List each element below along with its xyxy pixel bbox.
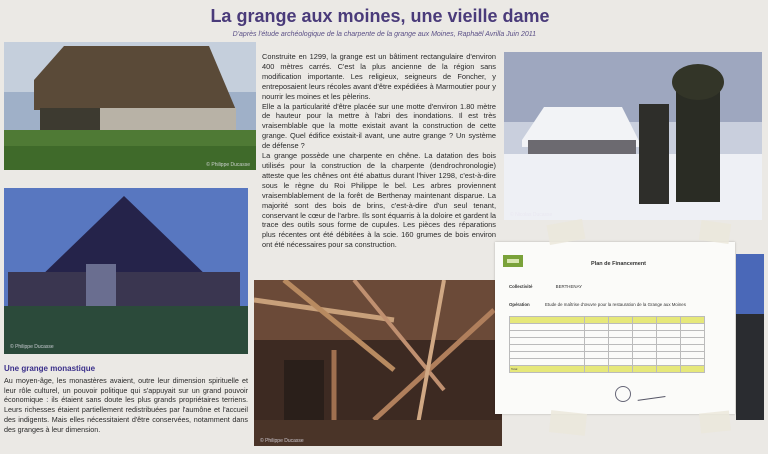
photo-credit: © Philippe Ducasse	[206, 162, 250, 168]
paragraph: La grange possède une charpente en chêne. La datation des bois utilisés pour la construction de la charpente (dendrochronologie) atteste que les chênes ont été abattus durant l'hiver 1298, c'est-à-dire sous le règne du Roi Philippe le bel. Les arbres proviennent vraisemblablement de la forêt de Berthenay maintenant disparue. La majorité sont des bois de brins, c'est-à-dire d'un seul tenant, conservant le cœur de l'arbre. Ils sont équarris à la doloire et gardent la trace des outils sous forme de cupules. Les pièces des réparations plus récentes ont été débitées à la scie. 160 grumes de bois environ ont été nécessaires pour sa construction.	[262, 151, 496, 250]
paragraph: Elle a la particularité d'être placée sur une motte d'environ 1.80 mètre de hauteur pour la mettre à l'abri des inondations. Il est très vraisemblable que la motte existait avant la construction de cette grange. Quel édifice existait-il avant, une autre grange ? Un système de défense ?	[262, 101, 496, 151]
panel-subtitle: D'après l'étude archéologique de la charpente de la grange aux Moines, Raphaël Avrilla Juin 2011	[232, 31, 536, 38]
plan-value: BERTHENAY	[555, 284, 583, 289]
plan-label: Collectivité	[509, 284, 533, 289]
photo-barn-exterior	[4, 42, 256, 170]
logo-icon	[503, 255, 523, 267]
photo-credit: © Nicolas Ducasse	[510, 212, 553, 218]
plan-row-operation	[509, 302, 686, 307]
plan-title: Plan de Financement	[591, 261, 647, 267]
financing-plan-sheet	[495, 242, 735, 414]
plan-value: Etude de maîtrise d'œuvre pour la restauration de la Grange aux Moines	[544, 302, 686, 307]
signature-icon	[637, 388, 666, 401]
section-heading: Une grange monastique	[4, 364, 96, 373]
plan-label: Opération	[509, 302, 530, 307]
photo-credit: © Philippe Ducasse	[10, 344, 54, 350]
photo-barn-dusk	[4, 188, 248, 354]
financing-table	[509, 316, 705, 373]
section-text: Au moyen-âge, les monastères avaient, outre leur dimension spirituelle et leur rôle culturel, un pouvoir politique qui s'appuyait sur un grand pouvoir économique : ils étaient sans doute les plus grands propriétaires terriens. Leurs richesses étaient partiellement redistribuées par l'aumône et l'accueil des indigents. Mais elles nécessitaient d'être conservées, notamment dans des granges à leur dimension.	[4, 376, 248, 434]
stamp-icon	[615, 386, 631, 402]
total-label: Total	[510, 366, 585, 373]
plan-row-collectivite	[509, 284, 582, 289]
history-text	[262, 52, 496, 250]
panel-title: La grange aux moines, une vieille dame	[210, 6, 550, 26]
paragraph: Construite en 1299, la grange est un bâtiment rectangulaire d'environ 400 mètres carrés. C'est la plus ancienne de la région sans modification importante. Les religieux, seigneurs de Foncher, y entreposaient leurs récoles avant d'être expédiées à Marmoutier pour y nourrir les moines et les pèlerins.	[262, 52, 496, 101]
tape-strip	[699, 410, 731, 433]
photo-barn-snow	[504, 52, 762, 220]
tape-strip	[699, 220, 731, 244]
photo-credit: © Philippe Ducasse	[260, 438, 304, 444]
photo-partial	[736, 254, 764, 420]
tape-strip	[549, 410, 587, 436]
photo-timber-frame	[254, 280, 502, 446]
